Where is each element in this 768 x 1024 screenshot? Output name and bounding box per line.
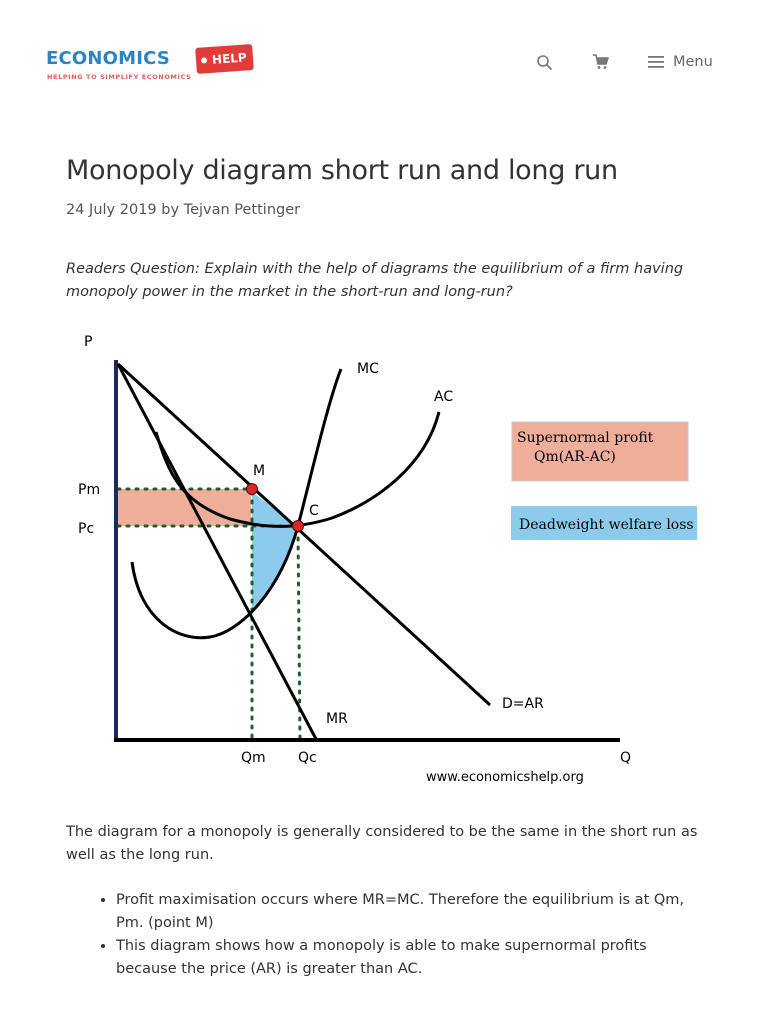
mc-label: MC xyxy=(357,361,379,377)
y-axis-label: P xyxy=(84,334,93,350)
site-logo[interactable] xyxy=(46,44,256,84)
legend-profit-line1: Supernormal profit xyxy=(517,430,654,446)
qc-label: Qc xyxy=(298,750,317,766)
search-icon[interactable] xyxy=(536,54,554,72)
intro-paragraph: The diagram for a monopoly is generally considered to be the same in the short run as well as the long run. xyxy=(66,824,698,863)
ac-label: AC xyxy=(434,389,454,405)
list-item: • Profit maximisation occurs where MR=MC. Therefore the equilibrium is at Qm, Pm. (point M) xyxy=(116,889,706,935)
list-item: • This diagram shows how a monopoly is able to make supernormal profits because the price (AR) is greater than AC. xyxy=(116,935,706,981)
post-by: by xyxy=(161,202,180,218)
demand-curve xyxy=(118,364,490,705)
page-title: Monopoly diagram short run and long run xyxy=(66,155,618,186)
qm-label: Qm xyxy=(241,750,266,766)
hamburger-icon xyxy=(648,56,664,68)
deadweight-loss-area xyxy=(252,492,298,614)
m-label: M xyxy=(253,463,266,479)
pc-label: Pc xyxy=(78,521,95,537)
legend-profit-line2: Qm(AR-AC) xyxy=(534,449,616,465)
c-label: C xyxy=(309,503,319,519)
author-link[interactable]: Tejvan Pettinger xyxy=(183,202,301,218)
readers-question: Readers Question: Explain with the help of diagrams the equilibrium of a firm having monopoly power in the market in the short-run and long-run? xyxy=(66,261,684,300)
cart-icon[interactable] xyxy=(592,53,610,71)
monopoly-diagram xyxy=(60,322,720,792)
post-date: 24 July 2019 xyxy=(66,202,157,218)
point-c xyxy=(293,521,304,532)
site-header xyxy=(0,0,768,120)
menu-label: Menu xyxy=(673,54,713,70)
pm-label: Pm xyxy=(78,482,101,498)
post-meta xyxy=(66,202,300,218)
x-axis-label: Q xyxy=(620,750,632,766)
point-m xyxy=(247,484,258,495)
logo-tagline: HELPING TO SIMPLIFY ECONOMICS xyxy=(47,73,192,81)
demand-label: D=AR xyxy=(502,696,544,712)
logo-help-tag: HELP xyxy=(195,44,253,74)
mr-label: MR xyxy=(326,711,348,727)
logo-wordmark: ECONOMICS xyxy=(46,48,171,69)
diagram-source: www.economicshelp.org xyxy=(426,770,584,785)
key-points-list xyxy=(66,889,706,981)
menu-button[interactable] xyxy=(648,50,713,74)
legend-deadweight-label: Deadweight welfare loss xyxy=(519,517,694,533)
